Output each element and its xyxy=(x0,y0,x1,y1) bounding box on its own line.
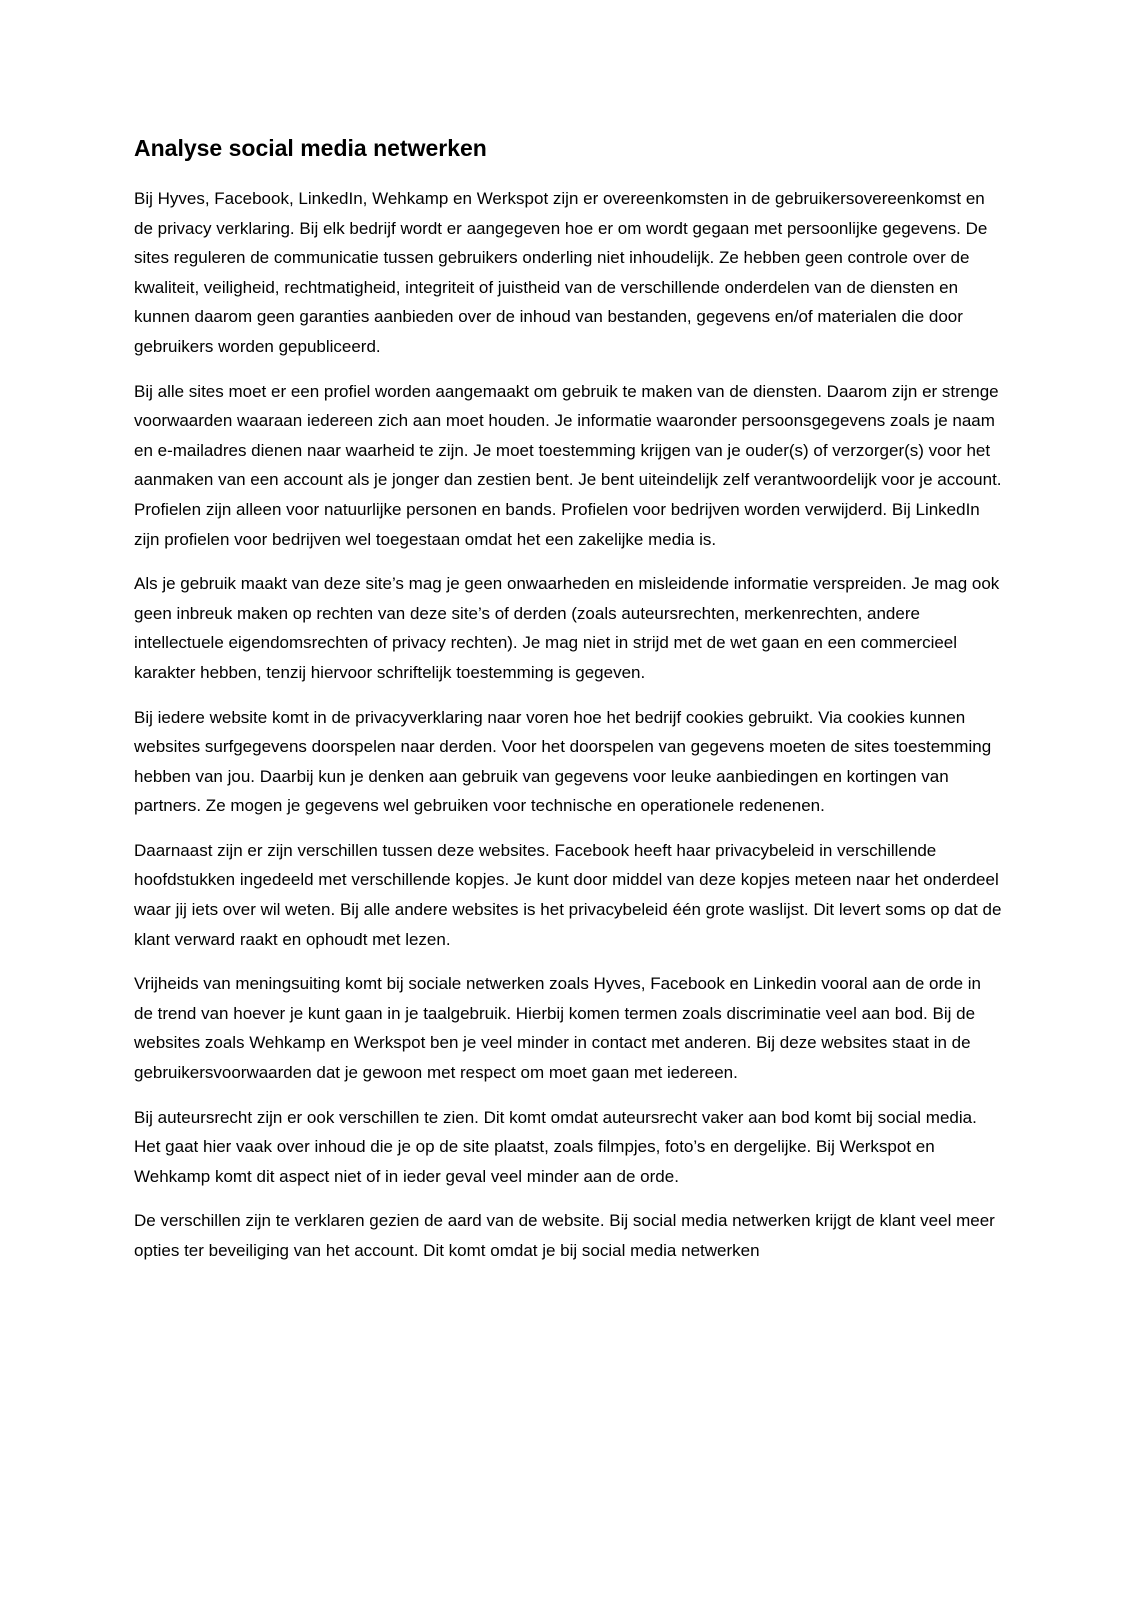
paragraph: De verschillen zijn te verklaren gezien de aard van de website. Bij social media netwerken krijgt de klant veel meer opties ter beveiliging van het account. Dit komt omdat je bij social media netwerken xyxy=(134,1211,995,1260)
paragraph: Bij Hyves, Facebook, LinkedIn, Wehkamp en Werkspot zijn er overeenkomsten in de gebruikersovereenkomst en de privacy verklaring. Bij elk bedrijf wordt er aangegeven hoe er om wordt gegaan met persoonlijke gegevens. De sites reguleren de communicatie tussen gebruikers onderling niet inhoudelijk. Ze hebben geen controle over de kwaliteit, veiligheid, rechtmatigheid, integriteit of juistheid van de verschillende onderdelen van de diensten en kunnen daarom geen garanties aanbieden over de inhoud van bestanden, gegevens en/of materialen die door gebruikers worden gepubliceerd. xyxy=(134,189,988,356)
paragraph: Bij alle sites moet er een profiel worden aangemaakt om gebruik te maken van de diensten. Daarom zijn er strenge voorwaarden waaraan iedereen zich aan moet houden. Je informatie waaronder persoonsgegevens zoals je naam en e-mailadres dienen naar waarheid te zijn. Je moet toestemming krijgen van je ouder(s) of verzorger(s) voor het aanmaken van een account als je jonger dan zestien bent. Je bent uiteindelijk zelf verantwoordelijk voor je account. Profielen zijn alleen voor natuurlijke personen en bands. Profielen voor bedrijven worden verwijderd. Bij LinkedIn zijn profielen voor bedrijven wel toegestaan omdat het een zakelijke media is. xyxy=(134,381,1002,549)
paragraph: Vrijheids van meningsuiting komt bij sociale netwerken zoals Hyves, Facebook en Linkedin vooral aan de orde in de trend van hoever je kunt gaan in je taalgebruik. Hierbij komen termen zoals discriminatie veel aan bod. Bij de websites zoals Wehkamp en Werkspot ben je veel minder in contact met anderen. Bij deze websites staat in de gebruikersvoorwaarden dat je gewoon met respect om moet gaan met iedereen. xyxy=(134,974,982,1083)
document-title: Analyse social media netwerken xyxy=(134,135,487,161)
paragraph: Bij auteursrecht zijn er ook verschillen te zien. Dit komt omdat auteursrecht vaker aan bod komt bij social media. Het gaat hier vaak over inhoud die je op de site plaatst, zoals filmpjes, foto’s en dergelijke. Bij Werkspot en Wehkamp komt dit aspect niet of in ieder geval veel minder aan de orde. xyxy=(134,1107,977,1186)
document-body xyxy=(134,132,1004,1281)
paragraph: Als je gebruik maakt van deze site’s mag je geen onwaarheden en misleidende informatie verspreiden. Je mag ook geen inbreuk maken op rechten van deze site’s of derden (zoals auteursrechten, merkenrechten, andere intellectuele eigendomsrechten of privacy rechten). Je mag niet in strijd met de wet gaan en een commercieel karakter hebben, tenzij hiervoor schriftelijk toestemming is gegeven. xyxy=(134,574,1000,682)
paragraph: Bij iedere website komt in de privacyverklaring naar voren hoe het bedrijf cookies gebruikt. Via cookies kunnen websites surfgegevens doorspelen naar derden. Voor het doorspelen van gegevens moeten de sites toestemming hebben van jou. Daarbij kun je denken aan gebruik van gegevens voor leuke aanbiedingen en kortingen van partners. Ze mogen je gegevens wel gebruiken voor technische en operationele redenenen. xyxy=(134,707,992,816)
paragraph: Daarnaast zijn er zijn verschillen tussen deze websites. Facebook heeft haar privacybeleid in verschillende hoofdstukken ingedeeld met verschillende kopjes. Je kunt door middel van deze kopjes meteen naar het onderdeel waar jij iets over wil weten. Bij alle andere websites is het privacybeleid één grote waslijst. Dit levert soms op dat de klant verward raakt en ophoudt met lezen. xyxy=(134,840,1002,949)
